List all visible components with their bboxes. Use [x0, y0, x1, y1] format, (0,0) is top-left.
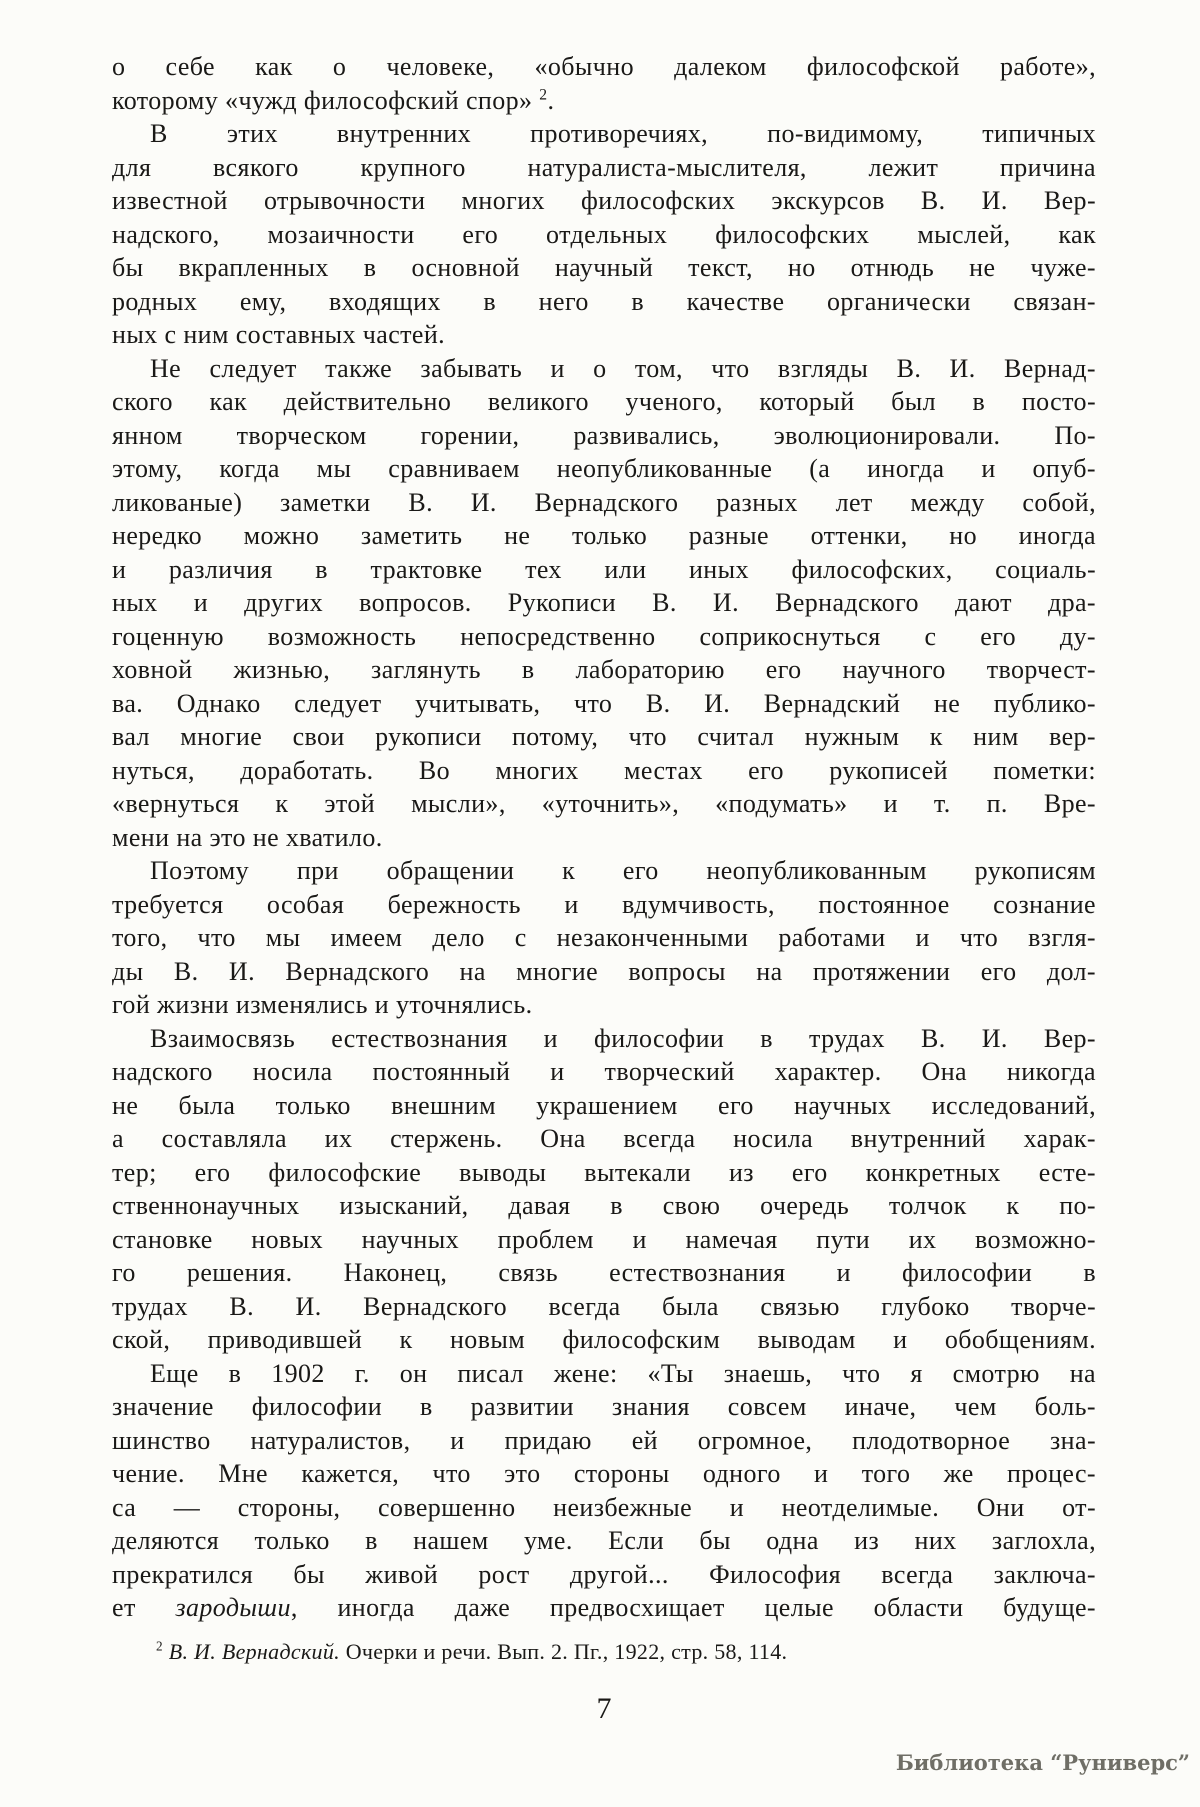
text-line — [112, 352, 1096, 386]
text-line — [112, 687, 1096, 721]
text-line — [112, 553, 1096, 587]
text-segment: «вернуться к этой мысли», «уточнить», «подумать» и т. п. Вре- — [112, 789, 1096, 818]
text-line — [112, 653, 1096, 687]
text-line — [112, 285, 1096, 319]
text-line — [112, 1156, 1096, 1190]
text-segment: нередко можно заметить не только разные оттенки, но иногда — [112, 521, 1096, 550]
text-segment: В этих внутренних противоречиях, по-видимому, типичных — [150, 119, 1096, 148]
text-segment: ных и других вопросов. Рукописи В. И. Вернадского дают дра- — [112, 588, 1096, 617]
text-line — [112, 754, 1096, 788]
text-line — [112, 318, 1096, 352]
italic-segment: В. И. Вернадский. — [162, 1639, 340, 1664]
footnote-text — [112, 1638, 1096, 1666]
text-line — [112, 1524, 1096, 1558]
footnote-reference: 2 — [539, 85, 548, 103]
text-segment: , иногда даже предвосхищает целые области будуще- — [290, 1593, 1096, 1622]
text-segment: нуться, доработать. Во многих местах его рукописей пометки: — [112, 755, 1096, 785]
text-segment: значение философии в развитии знания совсем иначе, чем боль- — [112, 1392, 1096, 1421]
library-watermark: Библиотека “Руниверс” — [895, 1750, 1190, 1775]
text-line — [112, 1290, 1096, 1324]
text-segment: бы вкрапленных в основной научный текст, но отнюдь не чуже- — [112, 253, 1096, 282]
italic-segment: зародыши — [175, 1593, 291, 1622]
text-segment: ственнонаучных изысканий, давая в свою очередь толчок к по- — [112, 1191, 1096, 1220]
text-line — [112, 720, 1096, 754]
text-line — [112, 1491, 1096, 1525]
text-line — [112, 1390, 1096, 1424]
text-line — [112, 419, 1096, 453]
text-segment: . — [547, 85, 555, 115]
text-line — [112, 1323, 1096, 1357]
text-line — [112, 251, 1096, 285]
text-segment: тер; его философские выводы вытекали из его конкретных есте- — [112, 1157, 1096, 1187]
text-line — [112, 586, 1096, 620]
text-segment: мени на это не хватило. — [112, 822, 383, 852]
text-line — [112, 50, 1096, 84]
text-segment: янном творческом горении, развивались, эволюционировали. По- — [112, 420, 1096, 450]
text-line — [112, 1591, 1096, 1625]
text-line — [112, 452, 1096, 486]
text-segment: шинство натуралистов, и придаю ей огромное, плодотворное зна- — [112, 1425, 1096, 1455]
text-segment: Очерки и речи. Вып. 2. Пг., 1922, стр. 58, 114. — [339, 1639, 788, 1664]
text-segment: гоценную возможность непосредственно соприкоснуться с его ду- — [112, 621, 1096, 651]
text-line — [112, 988, 1096, 1022]
text-line — [112, 787, 1096, 821]
text-segment: того, что мы имеем дело с незаконченными работами и что взгля- — [112, 923, 1096, 952]
text-segment: ликованые) заметки В. И. Вернадского разных лет между собой, — [112, 487, 1096, 517]
text-segment: ского как действительно великого ученого, который был в посто- — [112, 387, 1096, 416]
text-segment: ет — [112, 1593, 176, 1622]
text-line — [112, 1189, 1096, 1223]
text-segment: надского, мозаичности его отдельных философских мыслей, как — [112, 219, 1096, 249]
text-line — [112, 620, 1096, 654]
body-text — [112, 50, 1096, 1625]
text-line — [112, 151, 1096, 185]
text-segment: ской, приводившей к новым философским выводам и обобщениям. — [112, 1325, 1096, 1354]
text-segment: и различия в трактовке тех или иных философских, социаль- — [112, 554, 1096, 584]
text-segment: ховной жизнью, заглянуть в лабораторию его научного творчест- — [112, 655, 1096, 684]
text-segment: вал многие свои рукописи потому, что считал нужным к ним вер- — [112, 722, 1096, 751]
text-segment: чение. Мне кажется, что это стороны одного и того же процес- — [112, 1459, 1096, 1488]
page-number: 7 — [596, 1692, 612, 1725]
text-segment: прекратился бы живой рост другой... Философия всегда заключа- — [112, 1559, 1096, 1589]
text-segment: родных ему, входящих в него в качестве органически связан- — [112, 286, 1096, 316]
text-segment: для всякого крупного натуралиста-мыслителя, лежит причина — [112, 152, 1096, 182]
text-line — [112, 1055, 1096, 1089]
text-line — [112, 1122, 1096, 1156]
text-segment: гой жизни изменялись и уточнялись. — [112, 990, 533, 1019]
text-segment: надского носила постоянный и творческий характер. Она никогда — [112, 1057, 1096, 1086]
text-line — [112, 1256, 1096, 1290]
text-segment: требуется особая бережность и вдумчивость, постоянное сознание — [112, 889, 1096, 919]
text-line — [112, 821, 1096, 855]
text-segment: трудах В. И. Вернадского всегда была связью глубоко творче- — [112, 1291, 1096, 1321]
text-segment: го решения. Наконец, связь естествознания и философии в — [112, 1258, 1096, 1287]
text-line — [112, 1457, 1096, 1491]
text-line — [112, 184, 1096, 218]
text-segment: ных с ним составных частей. — [112, 320, 446, 349]
text-line — [112, 486, 1096, 520]
text-segment: Взаимосвязь естествознания и философии в трудах В. И. Вер- — [150, 1023, 1096, 1053]
text-segment: не была только внешним украшением его научных исследований, — [112, 1090, 1096, 1120]
text-line — [112, 1022, 1096, 1056]
text-segment: Не следует также забывать и о том, что взгляды В. И. Вернад- — [150, 353, 1096, 383]
text-line — [112, 84, 1096, 118]
text-line — [112, 218, 1096, 252]
text-line — [112, 854, 1096, 888]
text-line — [112, 1223, 1096, 1257]
text-line — [112, 1424, 1096, 1458]
text-segment: известной отрывочности многих философских экскурсов В. И. Вер- — [112, 186, 1096, 215]
text-segment: которому «чужд философский спор» — [112, 85, 540, 115]
text-line — [112, 955, 1096, 989]
footnote-reference: 2 — [156, 1638, 163, 1654]
text-segment: Поэтому при обращении к его неопубликованным рукописям — [150, 856, 1096, 885]
text-segment: ды В. И. Вернадского на многие вопросы на протяжении его дол- — [112, 956, 1096, 986]
text-line — [112, 1089, 1096, 1123]
text-segment: а составляла их стержень. Она всегда носила внутренний харак- — [112, 1124, 1096, 1153]
text-segment: Еще в 1902 г. он писал жене: «Ты знаешь, что я смотрю на — [150, 1358, 1096, 1388]
text-segment: са — стороны, совершенно неизбежные и неотделимые. Они от- — [112, 1492, 1096, 1522]
text-line — [112, 888, 1096, 922]
text-segment: становке новых научных проблем и намечая пути их возможно- — [112, 1224, 1096, 1254]
text-segment: ва. Однако следует учитывать, что В. И. Вернадский не публико- — [112, 688, 1096, 718]
text-line — [112, 921, 1096, 955]
text-line — [112, 1357, 1096, 1391]
text-line — [112, 1558, 1096, 1592]
text-segment: деляются только в нашем уме. Если бы одна из них заглохла, — [112, 1526, 1096, 1555]
text-line — [112, 117, 1096, 151]
text-segment: о себе как о человеке, «обычно далеком философской работе», — [112, 52, 1096, 81]
text-line — [112, 385, 1096, 419]
text-line — [112, 519, 1096, 553]
text-segment: этому, когда мы сравниваем неопубликованные (а иногда и опуб- — [112, 454, 1096, 483]
